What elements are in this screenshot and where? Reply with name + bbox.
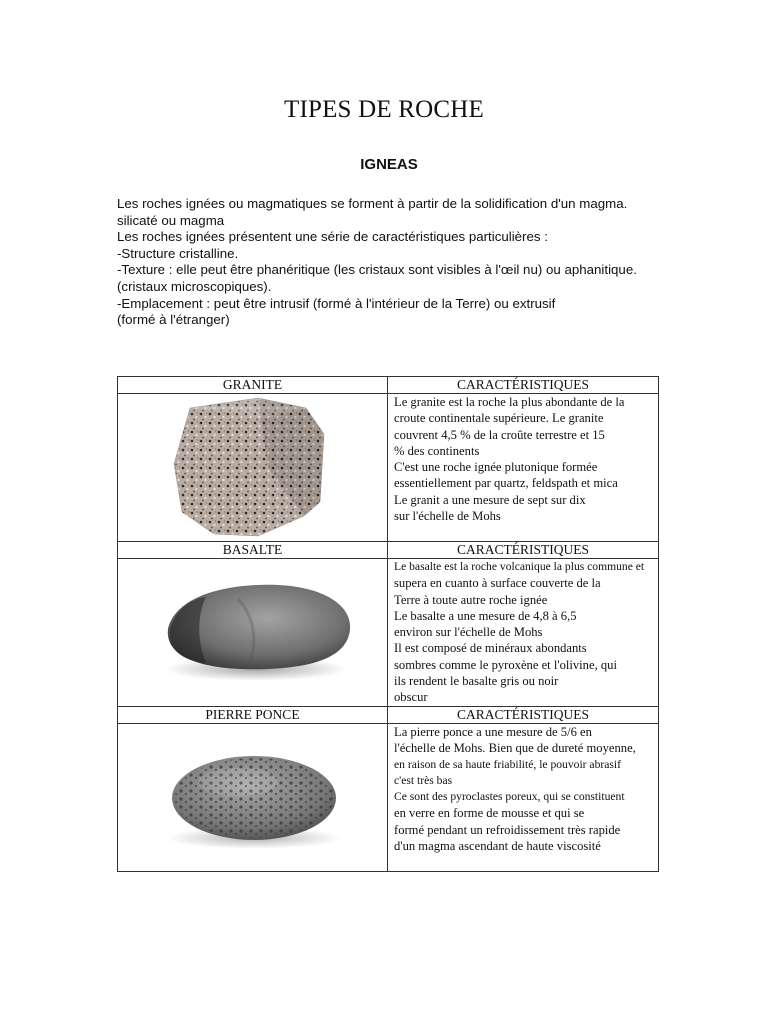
description-line: environ sur l'échelle de Mohs — [394, 625, 543, 640]
intro-paragraph — [117, 196, 677, 329]
table-header-row — [118, 707, 659, 724]
characteristics-header: CARACTÉRISTIQUES — [388, 542, 659, 559]
description-line: l'échelle de Mohs. Bien que de dureté moyenne, — [394, 741, 636, 756]
description-line: sombres comme le pyroxène et l'olivine, qui — [394, 657, 617, 672]
description-line: en verre en forme de mousse et qui se — [394, 806, 585, 821]
section-subtitle: IGNEAS — [360, 156, 418, 173]
intro-line: silicaté ou magma — [117, 212, 225, 228]
description-line: C'est une roche ignée plutonique formée — [394, 460, 598, 475]
rock-name-cell: PIERRE PONCE — [118, 707, 388, 724]
rock-name-cell: BASALTE — [118, 542, 388, 559]
description-line: sur l'échelle de Mohs — [394, 509, 501, 524]
rock-image-cell — [118, 394, 388, 542]
intro-line: -Emplacement : peut être intrusif (formé à l'intérieur de la Terre) ou extrusif — [117, 295, 556, 311]
description-line: d'un magma ascendant de haute viscosité — [394, 839, 601, 854]
intro-line: Les roches ignées ou magmatiques se forment à partir de la solidification d'un magma. — [117, 196, 628, 211]
table-row — [118, 394, 659, 542]
rock-image-cell — [118, 724, 388, 872]
characteristics-cell — [388, 394, 659, 542]
description-line: ils rendent le basalte gris ou noir — [394, 674, 559, 689]
description-line: croute continentale supérieure. Le granite — [394, 411, 604, 426]
table-header-row — [118, 542, 659, 559]
description-line: % des continents — [394, 443, 480, 458]
characteristics-cell — [388, 724, 659, 872]
rock-image-cell — [118, 559, 388, 707]
rock-table — [117, 376, 659, 872]
description-line: couvrent 4,5 % de la croûte terrestre et 15 — [394, 427, 605, 442]
table-row — [118, 724, 659, 872]
description-line: Le granite est la roche la plus abondante de la — [394, 395, 625, 409]
description-line: Terre à toute autre roche ignée — [394, 592, 548, 607]
intro-line: -Texture : elle peut être phanéritique (les cristaux sont visibles à l'œil nu) ou aphanitique. — [117, 262, 637, 278]
description-line: Le basalte a une mesure de 4,8 à 6,5 — [394, 608, 577, 623]
description-line: c'est très bas — [394, 773, 453, 787]
description-line: La pierre ponce a une mesure de 5/6 en — [394, 725, 592, 739]
description-line: essentiellement par quartz, feldspath et mica — [394, 476, 618, 491]
basalt-image — [118, 559, 388, 706]
intro-line: (cristaux microscopiques). — [117, 278, 272, 294]
intro-line: Les roches ignées présentent une série de caractéristiques particulières : — [117, 229, 548, 245]
characteristics-cell — [388, 559, 659, 707]
characteristics-header: CARACTÉRISTIQUES — [388, 707, 659, 724]
description-line: formé pendant un refroidissement très rapide — [394, 822, 621, 837]
table-header-row — [118, 377, 659, 394]
intro-line: (formé à l'étranger) — [117, 312, 230, 328]
description-line: Le granit a une mesure de sept sur dix — [394, 492, 586, 507]
granite-image — [118, 394, 388, 541]
description-line: obscur — [394, 690, 428, 705]
description-line: supera en cuanto à surface couverte de la — [394, 576, 601, 591]
description-line: Ce sont des pyroclastes poreux, qui se constituent — [394, 790, 625, 804]
pumice-image — [118, 724, 388, 871]
characteristics-header: CARACTÉRISTIQUES — [388, 377, 659, 394]
intro-line: -Structure cristalline. — [117, 245, 239, 261]
document-title: TIPES DE ROCHE — [283, 96, 485, 123]
rock-name-cell: GRANITE — [118, 377, 388, 394]
description-line: en raison de sa haute friabilité, le pouvoir abrasif — [394, 757, 621, 771]
description-line: Il est composé de minéraux abondants — [394, 641, 587, 656]
table-row — [118, 559, 659, 707]
description-line: Le basalte est la roche volcanique la plus commune et — [394, 560, 645, 573]
